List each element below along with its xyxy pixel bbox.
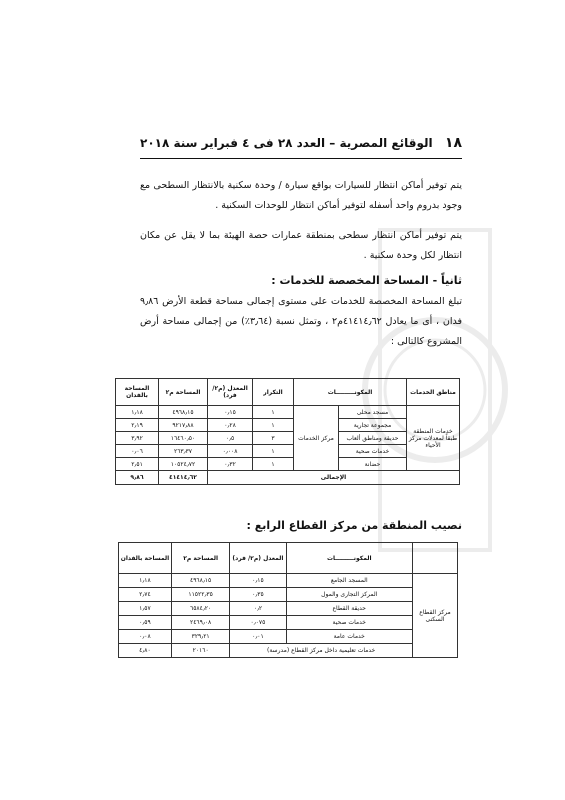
table-row: [119, 630, 458, 644]
cell-rate: ٠٫٠٧٥: [230, 616, 286, 630]
zone-label: خدمات المنطقة طبقاً لمعدلات مركز الأحياء: [407, 406, 460, 471]
row-name: مجموعة تجارية: [339, 419, 407, 432]
cell-repeat: ١: [253, 419, 294, 432]
cell-rate: ٠٫٢٨: [208, 419, 253, 432]
paragraph-parking-1: يتم توفير أماكن انتظار للسيارات بواقع سيارة / وحدة سكنية بالانتظار السطحى مع وجود بدروم واحد أسفله لتوفير أماكن انتظار للوحدات السكنية .: [140, 180, 462, 211]
cell-feddan: ٠٫٠٨: [119, 630, 172, 644]
group-label: مركز القطاع السكنى: [412, 574, 457, 658]
cell-feddan: ١٫١٨: [116, 406, 159, 419]
col-feddan: المساحة بالفدان: [116, 379, 159, 406]
cell-feddan: ١٫٥٧: [119, 602, 172, 616]
section-title-sector: نصيب المنطقة من مركز القطاع الرابع :: [246, 519, 462, 532]
table-row: [119, 644, 458, 658]
col-area: المساحة م٢: [159, 379, 208, 406]
row-name: خدمات صحية: [286, 616, 412, 630]
table-row: [119, 574, 458, 588]
table-row: [119, 602, 458, 616]
cell-area: ٢٤٦٩٫٠٨: [171, 616, 229, 630]
col-feddan: المساحة بالفدان: [119, 543, 172, 574]
cell-area: ٤٩٦٨٫١٥: [171, 574, 229, 588]
cell-feddan: ٢٫٥١: [116, 458, 159, 471]
row-name: حضانة: [339, 458, 407, 471]
row-name: مسجد محلى: [339, 406, 407, 419]
cell-repeat: ٣: [253, 432, 294, 445]
cell-feddan: ٢٫١٩: [116, 419, 159, 432]
cell-rate: ٠٫٣٥: [230, 588, 286, 602]
col-components: المكونـــــــــات: [294, 379, 407, 406]
col-zones: مناطق الخدمات: [407, 379, 460, 406]
cell-area: ٦٥٨٤٫٢٠: [171, 602, 229, 616]
col-components: المكونـــــــــات: [286, 543, 412, 574]
table-row: [116, 406, 460, 419]
cell-area: ١٠٥٢٤٫٧٢: [159, 458, 208, 471]
cell-feddan: ٤٫٨٠: [119, 644, 172, 658]
col-area: المساحة م٢: [171, 543, 229, 574]
services-table: [115, 378, 460, 485]
cell-feddan: ٠٫٥٩: [119, 616, 172, 630]
cell-feddan: ١٫١٨: [119, 574, 172, 588]
total-label: الإجمالى: [208, 471, 460, 485]
table-header-row: [116, 379, 460, 406]
cell-rate: ٠٫١٥: [230, 574, 286, 588]
row-name: المسجد الجامع: [286, 574, 412, 588]
paragraph-parking-2: يتم توفير أماكن انتظار سطحى بمنطقة عمارات حصة الهيئة بما لا يقل عن مكان انتظار لكل وحدة سكنية .: [140, 230, 462, 261]
cell-area: ٩٢١٧٫٨٨: [159, 419, 208, 432]
row-name: خدمات عامة: [286, 630, 412, 644]
cell-rate: ٠٫٥: [208, 432, 253, 445]
cell-rate: ٠٫٠٠٨: [208, 445, 253, 458]
table-header-row: [119, 543, 458, 574]
group-label: مركز الخدمات: [294, 406, 339, 471]
cell-rate: ٠٫٢: [230, 602, 286, 616]
row-name: المركز التجارى والمول: [286, 588, 412, 602]
cell-rate: ٠٫٣٢: [208, 458, 253, 471]
cell-rate: ٠٫٠١: [230, 630, 286, 644]
row-name: خدمات تعليمية داخل مركز القطاع (مدرسة): [230, 644, 413, 658]
cell-area: ٤٩٦٨٫١٥: [159, 406, 208, 419]
col-rate: المعدل (م٢/ فرد): [230, 543, 286, 574]
header-rule: [140, 158, 462, 159]
total-feddan: ٩٫٨٦: [116, 471, 159, 485]
col-rate: المعدل (م٢/ فرد): [208, 379, 253, 406]
cell-area: ٣٢٩٫٢١: [171, 630, 229, 644]
cell-repeat: ١: [253, 445, 294, 458]
table-row: [119, 588, 458, 602]
cell-area: ٢٠١٦٠: [171, 644, 229, 658]
table-row: [119, 616, 458, 630]
cell-rate: ٠٫١٥: [208, 406, 253, 419]
cell-feddan: ٠٫٠٦: [116, 445, 159, 458]
table-total-row: [116, 471, 460, 485]
sector-share-table: [118, 542, 458, 658]
col-repeat: التكرار: [253, 379, 294, 406]
cell-area: ٢٦٣٫٣٧: [159, 445, 208, 458]
row-name: حديقة ومناطق ألعاب: [339, 432, 407, 445]
total-area: ٤١٤١٤٫٦٢: [159, 471, 208, 485]
cell-repeat: ١: [253, 458, 294, 471]
page-header: [140, 132, 462, 154]
cell-feddan: ٣٫٩٢: [116, 432, 159, 445]
header-title: الوقائع المصرية – العدد ٢٨ فى ٤ فبراير سنة ٢٠١٨: [140, 136, 433, 150]
cell-repeat: ١: [253, 406, 294, 419]
cell-area: ١١٥٢٢٫٣٥: [171, 588, 229, 602]
page-number: ١٨: [444, 135, 462, 151]
row-name: خدمات صحية: [339, 445, 407, 458]
cell-feddan: ٢٫٧٤: [119, 588, 172, 602]
section-title-services: ثانياً - المساحة المخصصة للخدمات :: [271, 274, 462, 287]
cell-area: ١٦٤٦٠٫٥٠: [159, 432, 208, 445]
row-name: حديقة القطاع: [286, 602, 412, 616]
paragraph-services-area: تبلغ المساحة المخصصة للخدمات على مستوى إجمالى مساحة قطعة الأرض ٩٫٨٦ فدان ، أى ما يعادل ٤١٤١٤٫٦٢م٢ ، وتمثل نسبة (٣٫٦٤٪) من إجمالى مساحة أرض المشروع كالتالى :: [140, 296, 463, 347]
